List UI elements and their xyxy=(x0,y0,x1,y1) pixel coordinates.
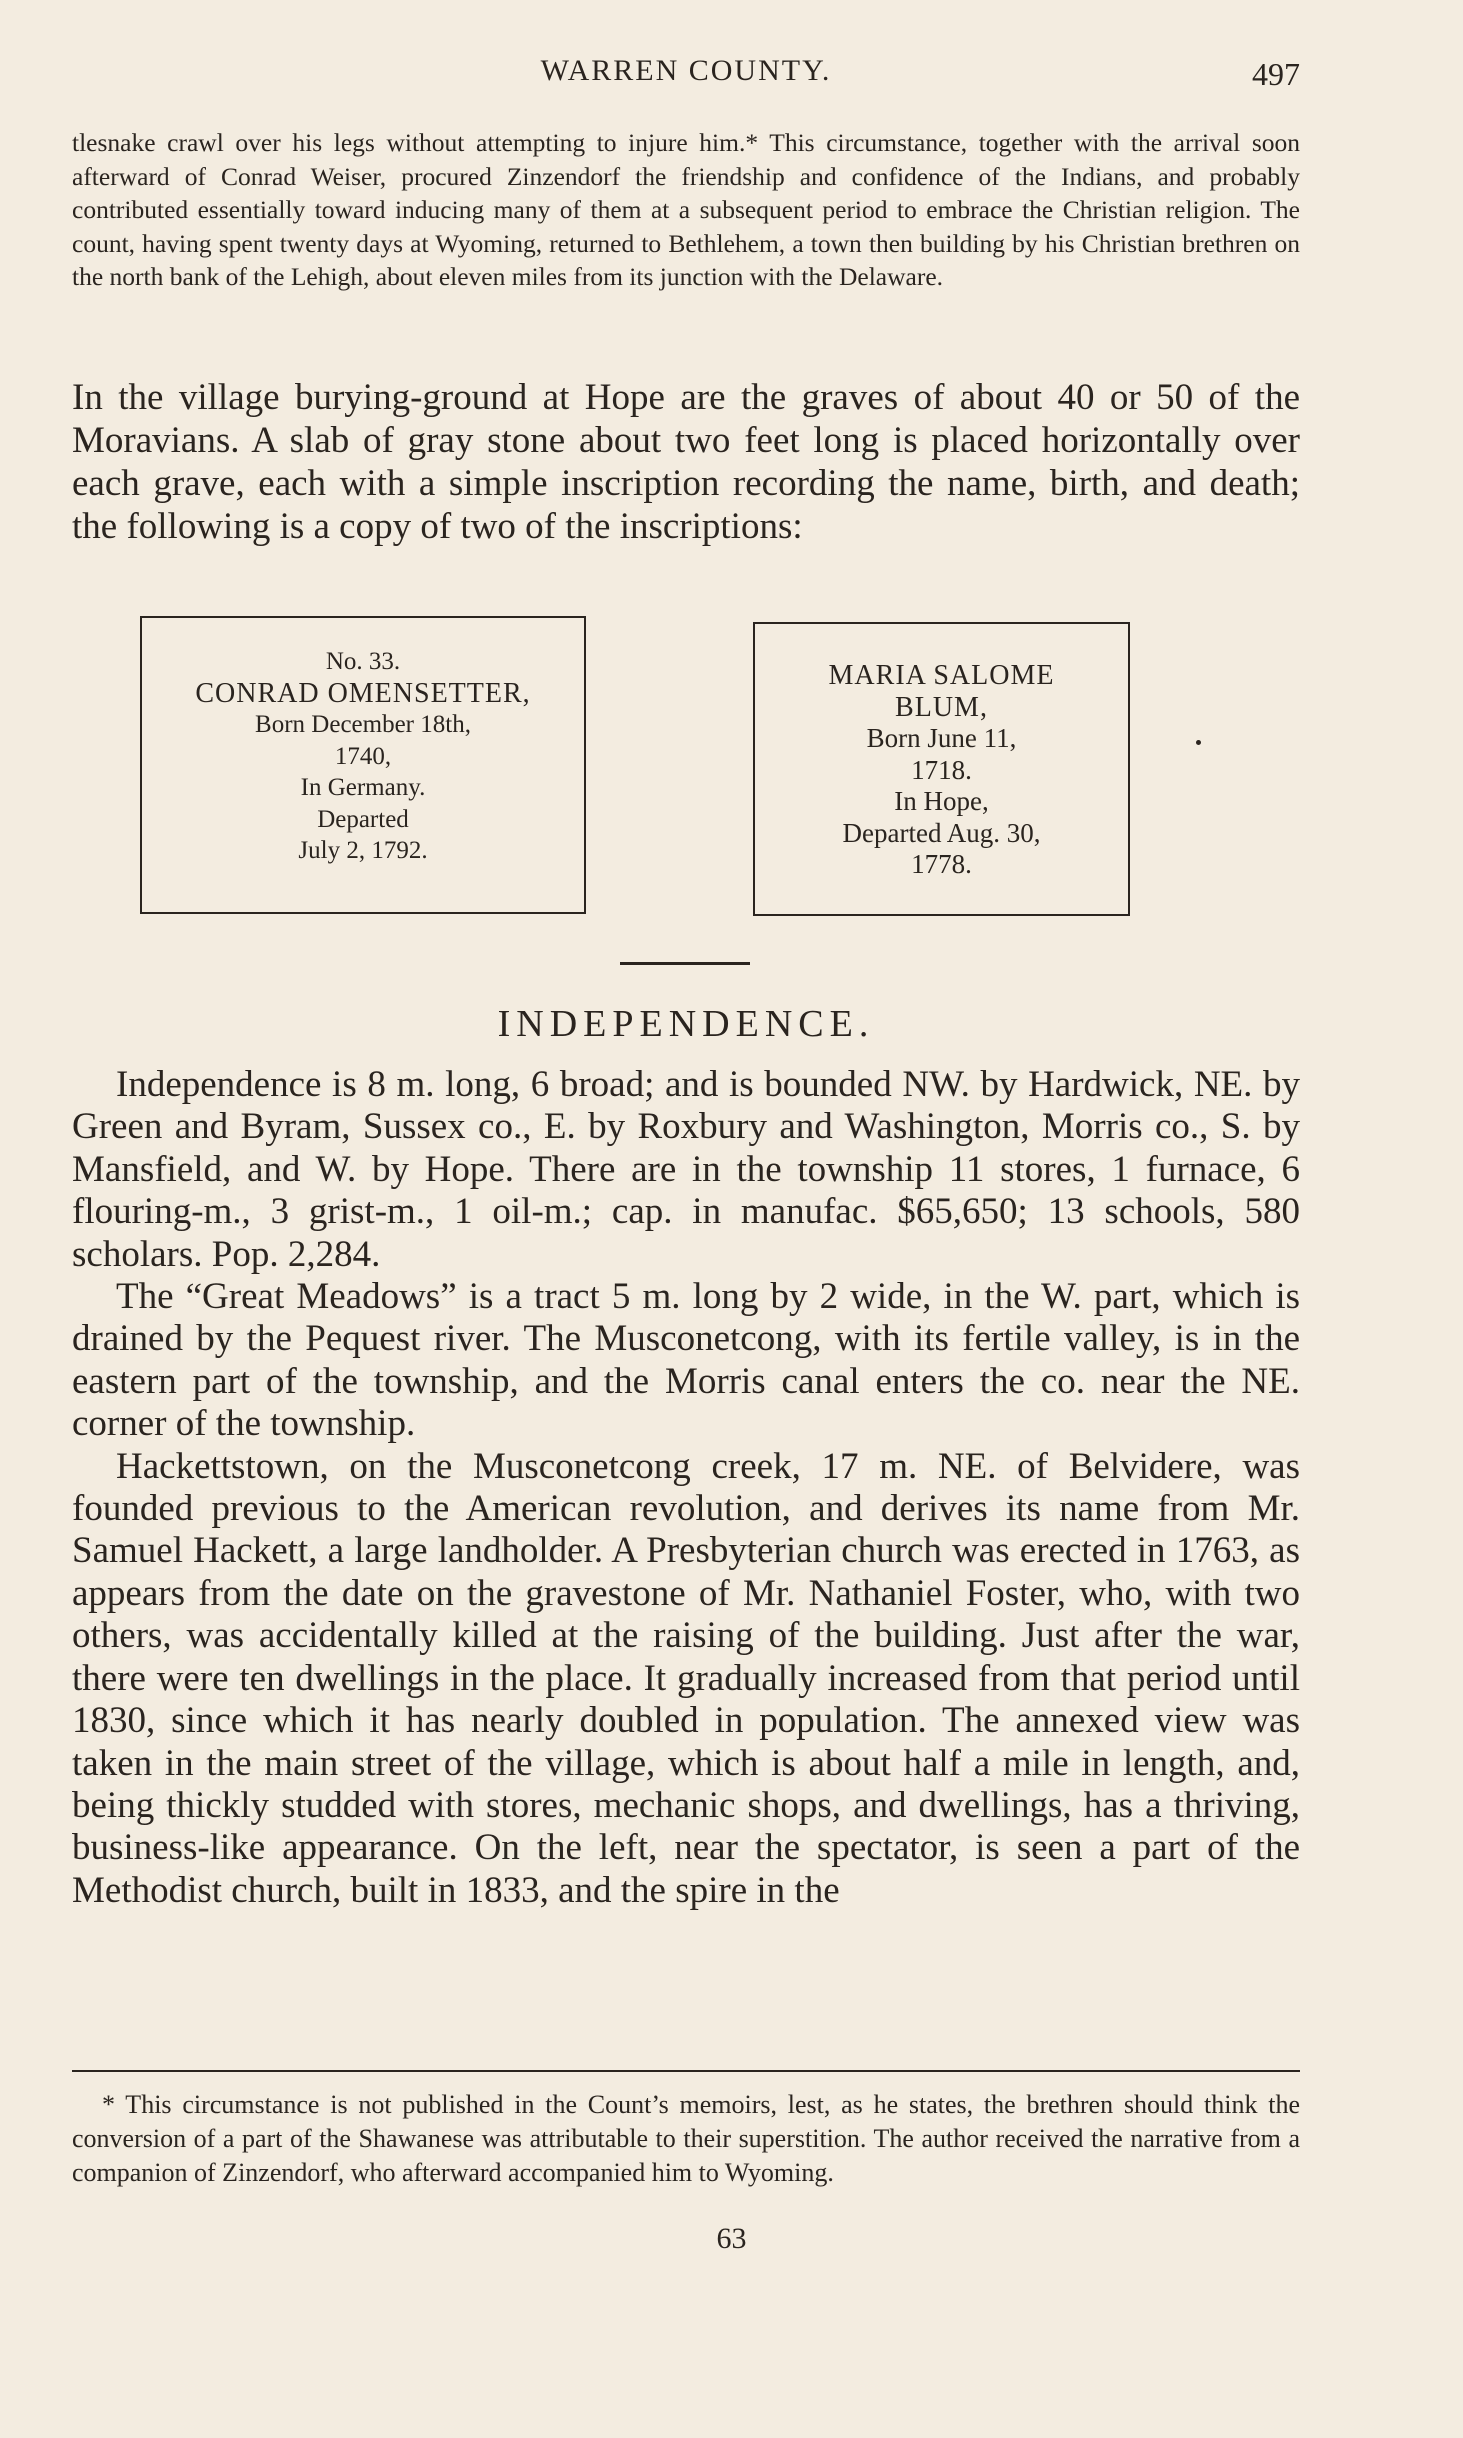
signature-mark: 63 xyxy=(716,2222,747,2255)
body-paragraph: Independence is 8 m. long, 6 broad; and is bounded NW. by Hardwick, NE. by Green and Byram, Sussex co., E. by Roxbury and Washington, Morris co., S. by Mansfield, and W. by Hope. There are in the township 11 stores, 1 furnace, 6 flouring-m., 3 grist-m., 1 oil-m.; cap. in manufac. $65,650; 13 schools, 580 scholars. Pop. 2,284. xyxy=(72,1064,1300,1275)
section-heading: INDEPENDENCE. xyxy=(497,1003,875,1045)
inscription-name: BLUM, xyxy=(895,691,988,723)
inscription-line: In Hope, xyxy=(894,786,989,816)
inscription-line: Departed xyxy=(317,805,409,833)
body-paragraph: Hackettstown, on the Musconetcong creek, 17 m. NE. of Belvidere, was founded previous to the American revolution, and derives its name from Mr. Samuel Hackett, a large landholder. A Presbyterian church was erected in 1763, as appears from the date on the gravestone of Mr. Nathaniel Foster, who, with two others, was accidentally killed at the raising of the building. Just after the war, there were ten dwellings in the place. It gradually increased from that period until 1830, since which it has nearly doubled in population. The annexed view was taken in the main street of the village, which is about half a mile in length, and, being thickly studded with stores, mechanic shops, and dwellings, has a thriving, business-like appearance. On the left, near the spectator, is seen a part of the Methodist church, built in 1833, and the spire in the xyxy=(72,1445,1300,1911)
print-speck xyxy=(1196,740,1201,745)
footnote-rule xyxy=(72,2070,1300,2072)
inscription-name: MARIA SALOME xyxy=(828,660,1055,691)
inscription-line: In Germany. xyxy=(300,774,426,801)
footnote xyxy=(72,2088,1300,2190)
inscription-line: Born June 11, xyxy=(866,723,1017,753)
inscription-line: 1740, xyxy=(334,742,392,770)
inscription-line: 1778. xyxy=(911,849,972,879)
intro-paragraph xyxy=(72,376,1300,548)
inscription-box-omensetter xyxy=(140,616,586,914)
footnote-text: * This circumstance is not published in the Count’s memoirs, lest, as he states, the brethren should think the conversion of a part of the Shawanese was attributable to their superstition. The author received the narrative from a companion of Zinzendorf, who afterward accompanied him to Wyoming. xyxy=(72,2090,1300,2187)
intro-text: In the village burying-ground at Hope are the graves of about 40 or 50 of the Moravians. A slab of gray stone about two feet long is placed horizontally over each grave, each with a simple inscription recording the name, birth, and death; the following is a copy of two of the inscriptions: xyxy=(72,377,1300,547)
running-header xyxy=(72,52,1300,92)
inscription-line: No. 33. xyxy=(325,648,401,675)
inscription-box-blum xyxy=(753,622,1130,916)
running-title: WARREN COUNTY. xyxy=(540,54,832,87)
inscription-line: July 2, 1792. xyxy=(298,837,428,864)
inscription-line: 1718. xyxy=(911,754,972,785)
inscription-line: Born December 18th, xyxy=(255,711,471,738)
page-number: 497 xyxy=(1252,56,1300,92)
body-paragraph: The “Great Meadows” is a tract 5 m. long by 2 wide, in the W. part, which is drained by the Pequest river. The Musconetcong, with its fertile valley, is in the eastern part of the township, and the Morris canal enters the co. near the NE. corner of the township. xyxy=(72,1276,1300,1445)
inscription-name: CONRAD OMENSETTER, xyxy=(195,677,531,709)
section-divider xyxy=(620,962,750,965)
inscription-line: Departed Aug. 30, xyxy=(842,817,1041,848)
continuation-paragraph: tlesnake crawl over his legs without attempting to injure him.* This circumstance, together with the arrival soon afterward of Conrad Weiser, procured Zinzendorf the friendship and confidence of the Indians, and probably contributed essentially toward inducing many of them at a subsequent period to embrace the Christian religion. The count, having spent twenty days at Wyoming, returned to Bethlehem, a town then building by his Christian brethren on the north bank of the Lehigh, about eleven miles from its junction with the Delaware. xyxy=(72,128,1300,291)
section-body xyxy=(72,1064,1300,1912)
